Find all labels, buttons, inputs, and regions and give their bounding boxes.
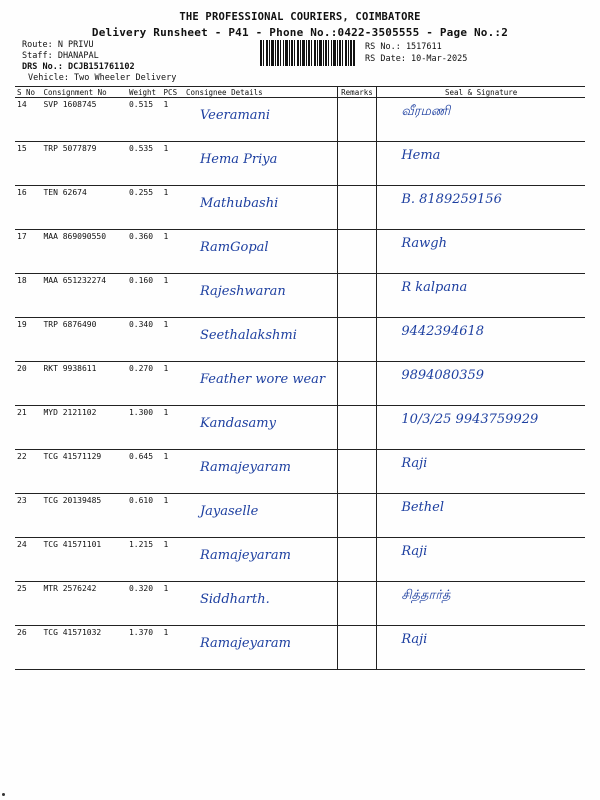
row-signature-cell xyxy=(377,98,585,142)
handwritten-signature: 10/3/25 9943759929 xyxy=(401,412,539,427)
handwritten-signature: Rawgh xyxy=(401,236,447,251)
row-signature-cell xyxy=(377,362,585,406)
row-weight: 0.535 xyxy=(127,142,162,186)
handwritten-signature: R kalpana xyxy=(401,280,468,295)
row-sno: 16 xyxy=(15,186,41,230)
row-remarks xyxy=(337,450,377,494)
handwritten-signature: Raji xyxy=(401,632,428,647)
table-row xyxy=(15,494,585,538)
row-pcs: 1 xyxy=(162,186,184,230)
row-pcs: 1 xyxy=(162,318,184,362)
table-row xyxy=(15,582,585,626)
handwritten-consignee-name: Siddharth. xyxy=(199,592,270,607)
handwritten-consignee-name: Jayaselle xyxy=(199,504,259,519)
row-remarks xyxy=(337,494,377,538)
row-weight: 1.300 xyxy=(127,406,162,450)
row-sno: 20 xyxy=(15,362,41,406)
row-pcs: 1 xyxy=(162,98,184,142)
row-consignment-no: RKT 9938611 xyxy=(41,362,127,406)
handwritten-signature: 9894080359 xyxy=(401,368,485,383)
handwritten-consignee-name: Ramajeyaram xyxy=(199,548,291,563)
row-remarks xyxy=(337,538,377,582)
row-pcs: 1 xyxy=(162,582,184,626)
row-remarks xyxy=(337,98,377,142)
row-sno: 23 xyxy=(15,494,41,538)
table-row xyxy=(15,318,585,362)
row-consignee-cell xyxy=(184,626,337,670)
row-weight: 0.320 xyxy=(127,582,162,626)
row-pcs: 1 xyxy=(162,450,184,494)
row-consignment-no: TCG 41571129 xyxy=(41,450,127,494)
handwritten-consignee-name: Ramajeyaram xyxy=(199,636,291,651)
row-remarks xyxy=(337,582,377,626)
handwritten-signature: Bethel xyxy=(401,500,445,515)
handwritten-signature: B. 8189259156 xyxy=(401,192,502,207)
barcode xyxy=(260,40,355,66)
row-pcs: 1 xyxy=(162,494,184,538)
col-consignment: Consignment No xyxy=(41,87,127,98)
route-label: Route: N PRIVU xyxy=(22,40,94,50)
handwritten-signature: Hema xyxy=(401,148,441,163)
document-title: THE PROFESSIONAL COURIERS, COIMBATORE xyxy=(179,11,421,23)
row-weight: 1.370 xyxy=(127,626,162,670)
row-signature-cell xyxy=(377,142,585,186)
row-consignment-no: TRP 6876490 xyxy=(41,318,127,362)
row-consignment-no: MTR 2576242 xyxy=(41,582,127,626)
handwritten-signature: Raji xyxy=(401,456,428,471)
row-weight: 0.515 xyxy=(127,98,162,142)
handwritten-signature: 9442394618 xyxy=(401,324,485,339)
table-header-row xyxy=(15,87,585,98)
row-consignee-cell xyxy=(184,142,337,186)
row-pcs: 1 xyxy=(162,274,184,318)
row-consignee-cell xyxy=(184,186,337,230)
handwritten-consignee-name: Feather wore wear xyxy=(199,372,326,387)
row-consignee-cell xyxy=(184,406,337,450)
row-consignee-cell xyxy=(184,494,337,538)
runsheet-table xyxy=(15,86,585,670)
col-pcs: PCS xyxy=(162,87,184,98)
row-sno: 15 xyxy=(15,142,41,186)
table-row xyxy=(15,186,585,230)
row-weight: 0.645 xyxy=(127,450,162,494)
row-signature-cell xyxy=(377,450,585,494)
table-row xyxy=(15,538,585,582)
row-remarks xyxy=(337,318,377,362)
row-sno: 18 xyxy=(15,274,41,318)
handwritten-signature: வீரமணி xyxy=(401,104,451,119)
row-remarks xyxy=(337,274,377,318)
row-signature-cell xyxy=(377,538,585,582)
table-row xyxy=(15,98,585,142)
row-signature-cell xyxy=(377,230,585,274)
handwritten-consignee-name: Hema Priya xyxy=(199,152,278,167)
row-signature-cell xyxy=(377,626,585,670)
row-remarks xyxy=(337,362,377,406)
table-row xyxy=(15,450,585,494)
row-consignment-no: MAA 869090550 xyxy=(41,230,127,274)
row-sno: 19 xyxy=(15,318,41,362)
document-subtitle: Delivery Runsheet - P41 - Phone No.:0422-3505555 - Page No.:2 xyxy=(91,26,509,39)
row-weight: 0.255 xyxy=(127,186,162,230)
col-consignee-details: Consignee Details xyxy=(184,87,337,98)
row-signature-cell xyxy=(377,186,585,230)
handwritten-consignee-name: Veeramani xyxy=(199,108,271,123)
row-weight: 0.340 xyxy=(127,318,162,362)
handwritten-consignee-name: Rajeshwaran xyxy=(199,284,286,299)
col-sno: S No xyxy=(15,87,41,98)
row-consignee-cell xyxy=(184,362,337,406)
row-signature-cell xyxy=(377,582,585,626)
table-row xyxy=(15,230,585,274)
row-remarks xyxy=(337,626,377,670)
row-consignee-cell xyxy=(184,582,337,626)
row-weight: 0.360 xyxy=(127,230,162,274)
col-seal-signature: Seal & Signature xyxy=(377,87,585,98)
row-pcs: 1 xyxy=(162,362,184,406)
handwritten-consignee-name: Ramajeyaram xyxy=(199,460,291,475)
row-remarks xyxy=(337,186,377,230)
row-consignee-cell xyxy=(184,98,337,142)
row-consignment-no: MAA 651232274 xyxy=(41,274,127,318)
row-pcs: 1 xyxy=(162,626,184,670)
rs-date: RS Date: 10-Mar-2025 xyxy=(365,54,468,64)
row-sno: 26 xyxy=(15,626,41,670)
row-signature-cell xyxy=(377,318,585,362)
row-weight: 0.610 xyxy=(127,494,162,538)
drs-label: DRS No.: DCJB151761102 xyxy=(22,62,135,72)
row-weight: 0.270 xyxy=(127,362,162,406)
rs-number: RS No.: 1517611 xyxy=(365,42,442,52)
row-consignment-no: SVP 1608745 xyxy=(41,98,127,142)
row-consignment-no: TEN 62674 xyxy=(41,186,127,230)
row-consignee-cell xyxy=(184,230,337,274)
row-weight: 1.215 xyxy=(127,538,162,582)
row-weight: 0.160 xyxy=(127,274,162,318)
table-row xyxy=(15,362,585,406)
row-sno: 21 xyxy=(15,406,41,450)
row-consignment-no: TRP 5077879 xyxy=(41,142,127,186)
handwritten-consignee-name: RamGopal xyxy=(199,240,269,255)
row-remarks xyxy=(337,142,377,186)
row-sno: 22 xyxy=(15,450,41,494)
table-row xyxy=(15,274,585,318)
handwritten-signature: Raji xyxy=(401,544,428,559)
row-pcs: 1 xyxy=(162,142,184,186)
row-consignment-no: TCG 41571101 xyxy=(41,538,127,582)
row-signature-cell xyxy=(377,406,585,450)
row-signature-cell xyxy=(377,494,585,538)
row-remarks xyxy=(337,230,377,274)
row-consignee-cell xyxy=(184,538,337,582)
table-row xyxy=(15,626,585,670)
col-weight: Weight xyxy=(127,87,162,98)
row-consignment-no: TCG 41571032 xyxy=(41,626,127,670)
row-sno: 24 xyxy=(15,538,41,582)
row-sno: 25 xyxy=(15,582,41,626)
row-signature-cell xyxy=(377,274,585,318)
row-pcs: 1 xyxy=(162,230,184,274)
scan-dot xyxy=(2,793,5,796)
row-sno: 14 xyxy=(15,98,41,142)
col-remarks: Remarks xyxy=(337,87,377,98)
row-pcs: 1 xyxy=(162,406,184,450)
vehicle-label: Vehicle: Two Wheeler Delivery xyxy=(28,73,177,83)
table-row xyxy=(15,406,585,450)
handwritten-consignee-name: Mathubashi xyxy=(199,196,279,211)
row-consignee-cell xyxy=(184,274,337,318)
handwritten-consignee-name: Seethalakshmi xyxy=(199,328,297,343)
row-pcs: 1 xyxy=(162,538,184,582)
row-consignment-no: MYD 2121102 xyxy=(41,406,127,450)
staff-label: Staff: DHANAPAL xyxy=(22,51,99,61)
row-consignee-cell xyxy=(184,318,337,362)
handwritten-signature: சித்தார்த் xyxy=(401,588,451,603)
handwritten-consignee-name: Kandasamy xyxy=(199,416,276,431)
row-remarks xyxy=(337,406,377,450)
row-consignment-no: TCG 20139485 xyxy=(41,494,127,538)
row-consignee-cell xyxy=(184,450,337,494)
row-sno: 17 xyxy=(15,230,41,274)
table-row xyxy=(15,142,585,186)
